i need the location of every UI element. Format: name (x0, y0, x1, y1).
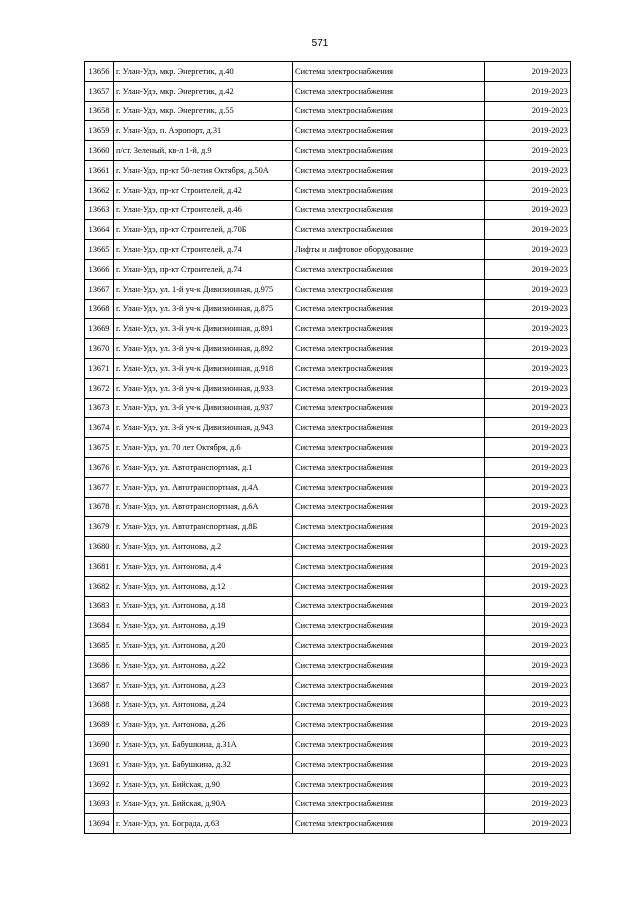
table-row (85, 695, 571, 715)
table-row (85, 814, 571, 834)
row-number: 13684 (85, 616, 114, 636)
system-cell: Система электроснабжения (293, 616, 485, 636)
row-number: 13667 (85, 279, 114, 299)
system-cell: Система электроснабжения (293, 200, 485, 220)
row-number: 13663 (85, 200, 114, 220)
period-cell: 2019-2023 (485, 62, 571, 82)
row-number: 13666 (85, 259, 114, 279)
table-row (85, 299, 571, 319)
period-cell: 2019-2023 (485, 517, 571, 537)
table-row (85, 537, 571, 557)
table-row (85, 319, 571, 339)
table-row (85, 398, 571, 418)
system-cell: Система электроснабжения (293, 62, 485, 82)
address-cell: г. Улан-Удэ, пр-кт Строителей, д.70Б (114, 220, 293, 240)
period-cell: 2019-2023 (485, 695, 571, 715)
system-cell: Система электроснабжения (293, 576, 485, 596)
period-cell: 2019-2023 (485, 537, 571, 557)
row-number: 13687 (85, 675, 114, 695)
address-cell: г. Улан-Удэ, ул. 3-й уч-к Дивизионная, д.892 (114, 339, 293, 359)
table-row (85, 418, 571, 438)
table-row (85, 220, 571, 240)
table-row (85, 636, 571, 656)
address-cell: г. Улан-Удэ, ул. Бийская, д.90 (114, 774, 293, 794)
row-number: 13664 (85, 220, 114, 240)
table-row (85, 180, 571, 200)
row-number: 13656 (85, 62, 114, 82)
period-cell: 2019-2023 (485, 774, 571, 794)
row-number: 13677 (85, 477, 114, 497)
period-cell: 2019-2023 (485, 398, 571, 418)
system-cell: Система электроснабжения (293, 101, 485, 121)
system-cell: Система электроснабжения (293, 141, 485, 161)
table-row (85, 556, 571, 576)
period-cell: 2019-2023 (485, 596, 571, 616)
period-cell: 2019-2023 (485, 319, 571, 339)
table-row (85, 477, 571, 497)
row-number: 13680 (85, 537, 114, 557)
row-number: 13669 (85, 319, 114, 339)
period-cell: 2019-2023 (485, 715, 571, 735)
table-row (85, 774, 571, 794)
table-row (85, 438, 571, 458)
period-cell: 2019-2023 (485, 81, 571, 101)
system-cell: Система электроснабжения (293, 160, 485, 180)
table-row (85, 240, 571, 260)
system-cell: Система электроснабжения (293, 774, 485, 794)
period-cell: 2019-2023 (485, 160, 571, 180)
system-cell: Система электроснабжения (293, 636, 485, 656)
address-cell: г. Улан-Удэ, ул. Антонова, д.23 (114, 675, 293, 695)
row-number: 13678 (85, 497, 114, 517)
table-row (85, 141, 571, 161)
period-cell: 2019-2023 (485, 576, 571, 596)
period-cell: 2019-2023 (485, 655, 571, 675)
address-cell: г. Улан-Удэ, ул. Антонова, д.19 (114, 616, 293, 636)
system-cell: Система электроснабжения (293, 339, 485, 359)
table-row (85, 596, 571, 616)
system-cell: Система электроснабжения (293, 735, 485, 755)
row-number: 13671 (85, 358, 114, 378)
system-cell: Система электроснабжения (293, 438, 485, 458)
period-cell: 2019-2023 (485, 200, 571, 220)
row-number: 13660 (85, 141, 114, 161)
period-cell: 2019-2023 (485, 339, 571, 359)
table-row (85, 339, 571, 359)
period-cell: 2019-2023 (485, 497, 571, 517)
row-number: 13694 (85, 814, 114, 834)
table-row (85, 497, 571, 517)
address-cell: г. Улан-Удэ, ул. 3-й уч-к Дивизионная, д.891 (114, 319, 293, 339)
row-number: 13675 (85, 438, 114, 458)
system-cell: Система электроснабжения (293, 378, 485, 398)
period-cell: 2019-2023 (485, 754, 571, 774)
table-row (85, 259, 571, 279)
table-row (85, 715, 571, 735)
address-cell: г. Улан-Удэ, пр-кт Строителей, д.74 (114, 259, 293, 279)
row-number: 13682 (85, 576, 114, 596)
address-cell: г. Улан-Удэ, ул. 3-й уч-к Дивизионная, д.937 (114, 398, 293, 418)
address-cell: г. Улан-Удэ, ул. Автотранспортная, д.4А (114, 477, 293, 497)
address-cell: г. Улан-Удэ, ул. 70 лет Октября, д.6 (114, 438, 293, 458)
page-number: 571 (311, 38, 329, 49)
table-row (85, 754, 571, 774)
row-number: 13685 (85, 636, 114, 656)
period-cell: 2019-2023 (485, 279, 571, 299)
period-cell: 2019-2023 (485, 101, 571, 121)
system-cell: Система электроснабжения (293, 794, 485, 814)
address-cell: г. Улан-Удэ, пр-кт Строителей, д.46 (114, 200, 293, 220)
row-number: 13691 (85, 754, 114, 774)
period-cell: 2019-2023 (485, 299, 571, 319)
table-row (85, 735, 571, 755)
system-cell: Система электроснабжения (293, 497, 485, 517)
row-number: 13665 (85, 240, 114, 260)
address-cell: г. Улан-Удэ, ул. Автотранспортная, д.8Б (114, 517, 293, 537)
period-cell: 2019-2023 (485, 814, 571, 834)
table-row (85, 675, 571, 695)
row-number: 13689 (85, 715, 114, 735)
address-cell: п/ст. Зеленый, кв-л 1-й, д.9 (114, 141, 293, 161)
address-cell: г. Улан-Удэ, ул. 3-й уч-к Дивизионная, д.875 (114, 299, 293, 319)
row-number: 13672 (85, 378, 114, 398)
table-row (85, 200, 571, 220)
row-number: 13662 (85, 180, 114, 200)
system-cell: Система электроснабжения (293, 814, 485, 834)
address-cell: г. Улан-Удэ, ул. Антонова, д.18 (114, 596, 293, 616)
system-cell: Система электроснабжения (293, 398, 485, 418)
table-row (85, 457, 571, 477)
row-number: 13657 (85, 81, 114, 101)
table-row (85, 121, 571, 141)
address-cell: г. Улан-Удэ, мкр. Энергетик, д.40 (114, 62, 293, 82)
period-cell: 2019-2023 (485, 141, 571, 161)
row-number: 13661 (85, 160, 114, 180)
system-cell: Система электроснабжения (293, 220, 485, 240)
address-cell: г. Улан-Удэ, ул. Бабушкина, д.32 (114, 754, 293, 774)
system-cell: Система электроснабжения (293, 319, 485, 339)
system-cell: Лифты и лифтовое оборудование (293, 240, 485, 260)
address-cell: г. Улан-Удэ, ул. Антонова, д.22 (114, 655, 293, 675)
period-cell: 2019-2023 (485, 180, 571, 200)
system-cell: Система электроснабжения (293, 180, 485, 200)
address-cell: г. Улан-Удэ, мкр. Энергетик, д.42 (114, 81, 293, 101)
address-cell: г. Улан-Удэ, мкр. Энергетик, д.55 (114, 101, 293, 121)
system-cell: Система электроснабжения (293, 754, 485, 774)
period-cell: 2019-2023 (485, 378, 571, 398)
address-cell: г. Улан-Удэ, ул. Антонова, д.20 (114, 636, 293, 656)
address-cell: г. Улан-Удэ, пр-кт Строителей, д.74 (114, 240, 293, 260)
address-cell: г. Улан-Удэ, ул. 3-й уч-к Дивизионная, д.918 (114, 358, 293, 378)
address-cell: г. Улан-Удэ, ул. Антонова, д.12 (114, 576, 293, 596)
row-number: 13668 (85, 299, 114, 319)
period-cell: 2019-2023 (485, 418, 571, 438)
period-cell: 2019-2023 (485, 121, 571, 141)
system-cell: Система электроснабжения (293, 81, 485, 101)
period-cell: 2019-2023 (485, 636, 571, 656)
row-number: 13686 (85, 655, 114, 675)
table-row (85, 616, 571, 636)
system-cell: Система электроснабжения (293, 418, 485, 438)
row-number: 13659 (85, 121, 114, 141)
period-cell: 2019-2023 (485, 675, 571, 695)
system-cell: Система электроснабжения (293, 299, 485, 319)
row-number: 13670 (85, 339, 114, 359)
period-cell: 2019-2023 (485, 220, 571, 240)
table-row (85, 794, 571, 814)
table-row (85, 101, 571, 121)
address-cell: г. Улан-Удэ, ул. Автотранспортная, д.6А (114, 497, 293, 517)
row-number: 13676 (85, 457, 114, 477)
system-cell: Система электроснабжения (293, 259, 485, 279)
row-number: 13679 (85, 517, 114, 537)
row-number: 13681 (85, 556, 114, 576)
period-cell: 2019-2023 (485, 358, 571, 378)
table-row (85, 378, 571, 398)
period-cell: 2019-2023 (485, 735, 571, 755)
address-cell: г. Улан-Удэ, ул. Антонова, д.24 (114, 695, 293, 715)
table-body (85, 62, 571, 834)
address-cell: г. Улан-Удэ, пр-кт Строителей, д.42 (114, 180, 293, 200)
system-cell: Система электроснабжения (293, 675, 485, 695)
table-row (85, 358, 571, 378)
system-cell: Система электроснабжения (293, 279, 485, 299)
system-cell: Система электроснабжения (293, 655, 485, 675)
address-cell: г. Улан-Удэ, ул. Бабушкина, д.31А (114, 735, 293, 755)
address-cell: г. Улан-Удэ, ул. 1-й уч-к Дивизионная, д.975 (114, 279, 293, 299)
address-cell: г. Улан-Удэ, ул. Антонова, д.26 (114, 715, 293, 735)
system-cell: Система электроснабжения (293, 517, 485, 537)
table-row (85, 62, 571, 82)
period-cell: 2019-2023 (485, 616, 571, 636)
system-cell: Система электроснабжения (293, 556, 485, 576)
period-cell: 2019-2023 (485, 259, 571, 279)
table-row (85, 279, 571, 299)
address-cell: г. Улан-Удэ, ул. 3-й уч-к Дивизионная, д.933 (114, 378, 293, 398)
row-number: 13690 (85, 735, 114, 755)
period-cell: 2019-2023 (485, 240, 571, 260)
table-row (85, 160, 571, 180)
table-row (85, 655, 571, 675)
period-cell: 2019-2023 (485, 556, 571, 576)
system-cell: Система электроснабжения (293, 477, 485, 497)
address-cell: г. Улан-Удэ, пр-кт 50-летия Октября, д.50А (114, 160, 293, 180)
address-cell: г. Улан-Удэ, ул. Бограда, д.63 (114, 814, 293, 834)
address-cell: г. Улан-Удэ, ул. Бийская, д.90А (114, 794, 293, 814)
row-number: 13688 (85, 695, 114, 715)
row-number: 13692 (85, 774, 114, 794)
address-cell: г. Улан-Удэ, ул. 3-й уч-к Дивизионная, д.943 (114, 418, 293, 438)
row-number: 13693 (85, 794, 114, 814)
period-cell: 2019-2023 (485, 794, 571, 814)
address-cell: г. Улан-Удэ, п. Аэропорт, д.31 (114, 121, 293, 141)
system-cell: Система электроснабжения (293, 695, 485, 715)
row-number: 13658 (85, 101, 114, 121)
address-cell: г. Улан-Удэ, ул. Автотранспортная, д.1 (114, 457, 293, 477)
system-cell: Система электроснабжения (293, 715, 485, 735)
system-cell: Система электроснабжения (293, 596, 485, 616)
table-row (85, 81, 571, 101)
system-cell: Система электроснабжения (293, 537, 485, 557)
row-number: 13674 (85, 418, 114, 438)
system-cell: Система электроснабжения (293, 358, 485, 378)
period-cell: 2019-2023 (485, 457, 571, 477)
system-cell: Система электроснабжения (293, 121, 485, 141)
address-cell: г. Улан-Удэ, ул. Антонова, д.2 (114, 537, 293, 557)
address-cell: г. Улан-Удэ, ул. Антонова, д.4 (114, 556, 293, 576)
table-row (85, 576, 571, 596)
system-cell: Система электроснабжения (293, 457, 485, 477)
period-cell: 2019-2023 (485, 477, 571, 497)
registry-table (84, 61, 571, 834)
period-cell: 2019-2023 (485, 438, 571, 458)
row-number: 13683 (85, 596, 114, 616)
row-number: 13673 (85, 398, 114, 418)
table-row (85, 517, 571, 537)
